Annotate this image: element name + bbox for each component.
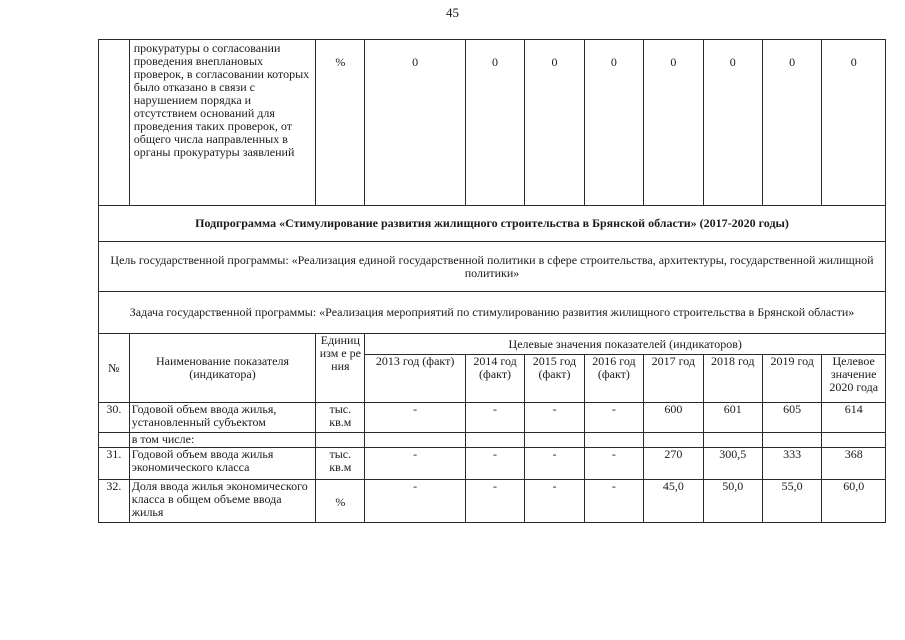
row-value-2019: 333	[762, 448, 821, 480]
continuation-value-2017: 0	[644, 40, 703, 206]
row-value-2014: -	[465, 480, 524, 523]
row-value-2016: -	[584, 480, 643, 523]
row-value-2018	[703, 433, 762, 448]
row-value-2017	[644, 433, 703, 448]
row-value-2015: -	[525, 448, 584, 480]
row-value-2016	[584, 433, 643, 448]
row-indicator-name: Годовой объем ввода жилья экономического класса	[129, 448, 316, 480]
row-num	[99, 433, 130, 448]
header-year-2015: 2015 год (факт)	[525, 355, 584, 403]
header-year-2013: 2013 год (факт)	[365, 355, 465, 403]
header-year-2017: 2017 год	[644, 355, 703, 403]
header-year-2018: 2018 год	[703, 355, 762, 403]
program-goal: Цель государственной программы: «Реализация единой государственной политики в сфере строительства, архитектуры, государственной жилищной политики»	[99, 242, 886, 292]
header-indicator-name: Наименование показателя (индикатора)	[129, 334, 316, 403]
header-unit: Единицизм е рения	[316, 334, 365, 403]
continuation-num-cell	[99, 40, 130, 206]
header-year-2016: 2016 год (факт)	[584, 355, 643, 403]
row-value-2013: -	[365, 448, 465, 480]
row-value-2014: -	[465, 403, 524, 433]
row-value-2017: 600	[644, 403, 703, 433]
row-value-2014: -	[465, 448, 524, 480]
row-value-2015	[525, 433, 584, 448]
row-value-2018: 601	[703, 403, 762, 433]
row-value-2015: -	[525, 480, 584, 523]
row-unit: тыс. кв.м	[316, 403, 365, 433]
row-value-2019: 55,0	[762, 480, 821, 523]
row-value-2016: -	[584, 448, 643, 480]
header-year-2019: 2019 год	[762, 355, 821, 403]
continuation-value-2016: 0	[584, 40, 643, 206]
row-value-2020	[822, 433, 886, 448]
header-target-2020: Целевое значение 2020 года	[822, 355, 886, 403]
page-number: 45	[446, 5, 459, 20]
row-value-2019	[762, 433, 821, 448]
row-value-2020: 368	[822, 448, 886, 480]
continuation-value-2013: 0	[365, 40, 465, 206]
continuation-indicator-name: прокуратуры о согласовании проведения внеплановых проверок, в согласовании которых было отказано в связи с нарушением порядка и отсутствием оснований для проведения таких проверок, от общего числа направленных в органы прокуратуры заявлений	[129, 40, 316, 206]
table-row	[99, 433, 886, 448]
row-value-2013	[365, 433, 465, 448]
row-value-2018: 300,5	[703, 448, 762, 480]
header-year-2014: 2014 год (факт)	[465, 355, 524, 403]
row-value-2016: -	[584, 403, 643, 433]
header-target-values: Целевые значения показателей (индикаторов)	[365, 334, 886, 355]
continuation-row	[99, 40, 886, 206]
header-num: №	[99, 334, 130, 403]
row-num: 32.	[99, 480, 130, 523]
row-num: 31.	[99, 448, 130, 480]
row-sub-label: в том числе:	[129, 433, 316, 448]
continuation-value-2015: 0	[525, 40, 584, 206]
row-value-2013: -	[365, 480, 465, 523]
continuation-unit: %	[316, 40, 365, 206]
row-value-2018: 50,0	[703, 480, 762, 523]
continuation-value-2018: 0	[703, 40, 762, 206]
subprogram-title: Подпрограмма «Стимулирование развития жилищного строительства в Брянской области» (2017-2020 годы)	[99, 206, 886, 242]
row-indicator-name: Доля ввода жилья экономического класса в общем объеме ввода жилья	[129, 480, 316, 523]
row-indicator-name: Годовой объем ввода жилья, установленный субъектом	[129, 403, 316, 433]
row-value-2020: 614	[822, 403, 886, 433]
row-value-2017: 270	[644, 448, 703, 480]
row-unit: %	[316, 480, 365, 523]
row-unit: тыс. кв.м	[316, 448, 365, 480]
row-value-2015: -	[525, 403, 584, 433]
row-value-2020: 60,0	[822, 480, 886, 523]
table-row	[99, 480, 886, 523]
row-value-2017: 45,0	[644, 480, 703, 523]
row-num: 30.	[99, 403, 130, 433]
continuation-value-2019: 0	[762, 40, 821, 206]
program-task: Задача государственной программы: «Реализация мероприятий по стимулированию развития жилищного строительства в Брянской области»	[99, 292, 886, 334]
row-value-2019: 605	[762, 403, 821, 433]
table-row	[99, 403, 886, 433]
indicators-table	[98, 39, 886, 523]
continuation-value-2020: 0	[822, 40, 886, 206]
row-value-2013: -	[365, 403, 465, 433]
row-value-2014	[465, 433, 524, 448]
row-unit	[316, 433, 365, 448]
table-row	[99, 448, 886, 480]
continuation-value-2014: 0	[465, 40, 524, 206]
